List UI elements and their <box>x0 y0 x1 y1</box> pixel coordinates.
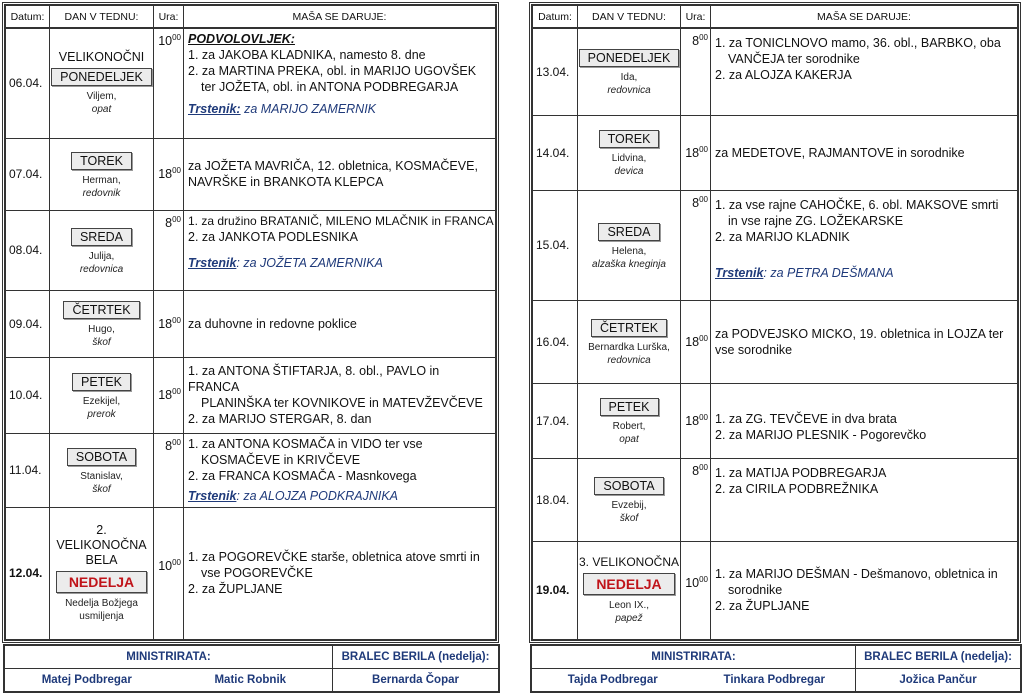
saint-name: Herman, redovnik <box>50 174 153 200</box>
day-cell <box>578 383 681 458</box>
ministrants-label: MINISTRIRATA: <box>5 646 333 669</box>
time-cell: $8^{00}$ <box>681 458 711 541</box>
date-cell: 16.04. <box>533 300 578 383</box>
mass-cell <box>184 290 496 357</box>
mass-cell <box>711 115 1018 190</box>
mass-line: 2. za JANKOTA PODLESNIKA <box>188 229 358 244</box>
mass-line: sorodnike <box>728 583 783 597</box>
mass-line: 1. za TONICLNOVO mamo, 36. obl., BARBKO, oba <box>715 36 1001 50</box>
mass-cell <box>184 28 496 138</box>
trstenik-note: Trstenik: za MARIJO ZAMERNIK <box>188 102 377 116</box>
time-cell: $8^{00}$ <box>681 190 711 300</box>
footer-week-1 <box>3 644 500 693</box>
mass-line: ter JOŽETA, obl. in ANTONA PODBREGARJA <box>201 80 459 94</box>
day-row <box>6 357 496 433</box>
saint-name: Leon IX., papež <box>578 599 680 625</box>
mass-line: 2. za ŽUPLJANE <box>188 582 283 596</box>
mass-line: 2. za MARIJO KLADNIK <box>715 229 850 244</box>
mass-cell <box>184 210 496 290</box>
mass-line: za JOŽETA MAVRIČA, 12. obletnica, KOSMAČEVE, <box>188 159 478 173</box>
saint-title: redovnica <box>607 85 651 97</box>
mass-line: 2. za ALOJZA KAKERJA <box>715 68 852 82</box>
day-name-box: PONEDELJEK <box>51 68 152 86</box>
day-name-box: NEDELJA <box>583 573 674 595</box>
time-cell: $10^{00}$ <box>154 507 184 639</box>
trstenik-note: Trstenik: za PETRA DEŠMANA <box>715 265 894 280</box>
saint-name: Stanislav, škof <box>50 470 153 496</box>
mass-line: za PODVEJSKO MICKO, 19. obletnica in LOJZA ter <box>715 326 1004 341</box>
mass-line: 1. za POGOREVČKE starše, obletnica atove smrti in <box>188 550 480 564</box>
date-cell: 09.04. <box>6 290 50 357</box>
day-row <box>6 28 496 138</box>
date-cell: 13.04. <box>533 28 578 115</box>
saint-name: Ezekijel, prerok <box>50 395 153 421</box>
day-row <box>6 507 496 639</box>
day-cell <box>578 300 681 383</box>
mass-line: 1. za ZG. TEVČEVE in dva brata <box>715 411 897 426</box>
feast-label: VELIKONOČNI <box>58 50 145 65</box>
day-cell <box>50 357 154 433</box>
trstenik-note: Trstenik: za JOŽETA ZAMERNIKA <box>188 255 383 270</box>
mass-cell <box>184 507 496 639</box>
mass-line: za duhovne in redovne poklice <box>188 316 357 331</box>
mass-cell <box>711 383 1018 458</box>
day-cell <box>578 190 681 300</box>
mass-line: vse POGOREVČKE <box>201 566 313 580</box>
mass-line: 2. za MARTINA PREKA, obl. in MARIJO UGOVŠEK <box>188 64 477 78</box>
saint-title: papež <box>615 613 643 624</box>
day-row <box>6 138 496 210</box>
time-cell: $18^{00}$ <box>681 115 711 190</box>
header-time: Ura: <box>154 6 184 29</box>
saint-name: Evzebij, škof <box>578 499 680 525</box>
footer-week-2 <box>530 644 1022 693</box>
header-date: Datum: <box>533 6 578 29</box>
mass-line: 2. za MARIJO PLESNIK - Pogorevčko <box>715 427 927 442</box>
mass-cell <box>711 190 1018 300</box>
day-row <box>533 190 1018 300</box>
header-date: Datum: <box>6 6 50 29</box>
header-mass: MAŠA SE DARUJE: <box>711 6 1018 29</box>
date-cell: 19.04. <box>533 541 578 639</box>
date-cell: 06.04. <box>6 28 50 138</box>
ministrant-name: Matej Podbregar <box>5 669 169 692</box>
date-cell: 14.04. <box>533 115 578 190</box>
day-cell <box>50 210 154 290</box>
mass-line: za MEDETOVE, RAJMANTOVE in sorodnike <box>715 145 965 160</box>
day-row <box>533 300 1018 383</box>
day-name-box: ČETRTEK <box>591 319 667 337</box>
saint-title: alzaška kneginja <box>592 258 666 270</box>
saint-title: opat <box>619 434 639 445</box>
day-cell <box>578 541 681 639</box>
reader-name: Jožica Pančur <box>856 669 1021 692</box>
day-cell <box>50 138 154 210</box>
day-row <box>533 115 1018 190</box>
saint-title: redovnica <box>607 355 651 366</box>
time-cell: $18^{00}$ <box>154 290 184 357</box>
date-cell: 08.04. <box>6 210 50 290</box>
mass-cell <box>711 28 1018 115</box>
mass-line: 2. za CIRILA PODBREŽNIKA <box>715 481 879 496</box>
ministrant-name: Tajda Podbregar <box>532 669 694 692</box>
day-name-box: SREDA <box>71 228 132 246</box>
mass-line: 1. za JAKOBA KLADNIKA, namesto 8. dne <box>188 48 426 62</box>
day-name-box: SOBOTA <box>594 477 663 495</box>
feast-label: BELA <box>85 553 118 567</box>
day-row <box>6 433 496 507</box>
day-cell <box>50 290 154 357</box>
time-cell: $18^{00}$ <box>681 300 711 383</box>
mass-line: 2. za MARIJO STERGAR, 8. dan <box>188 412 372 426</box>
day-cell <box>50 507 154 639</box>
day-name-box: NEDELJA <box>56 571 147 593</box>
date-cell: 11.04. <box>6 433 50 507</box>
header-row <box>533 6 1018 29</box>
mass-line: 2. za FRANCA KOSMAČA - Masnkovega <box>188 468 417 483</box>
time-cell: $10^{00}$ <box>154 28 184 138</box>
day-name-box: PETEK <box>600 398 659 416</box>
time-cell: $18^{00}$ <box>154 357 184 433</box>
date-cell: 07.04. <box>6 138 50 210</box>
saint-name: Hugo, škof <box>50 323 153 349</box>
time-cell: $8^{00}$ <box>154 433 184 507</box>
date-cell: 15.04. <box>533 190 578 300</box>
mass-line: in vse rajne ZG. LOŽEKARSKE <box>728 213 904 228</box>
saint-name: Helena, alzaška kneginja <box>578 245 680 271</box>
mass-cell <box>184 138 496 210</box>
saint-name: Julija, redovnica <box>50 250 153 276</box>
day-row <box>533 458 1018 541</box>
mass-line: 1. za ANTONA ŠTIFTARJA, 8. obl., PAVLO in FRANCA <box>188 364 440 394</box>
ministrants-label: MINISTRIRATA: <box>532 646 856 669</box>
day-cell <box>578 115 681 190</box>
day-row <box>533 541 1018 639</box>
date-cell: 18.04. <box>533 458 578 541</box>
day-name-box: PONEDELJEK <box>579 49 680 67</box>
header-day: DAN V TEDNU: <box>578 6 681 29</box>
reader-label: BRALEC BERILA (nedelja): <box>333 646 499 669</box>
saint-title: škof <box>92 483 111 495</box>
header-mass: MAŠA SE DARUJE: <box>184 6 496 29</box>
day-name-box: TOREK <box>71 152 132 170</box>
saint-title: prerok <box>87 408 116 420</box>
time-cell: $18^{00}$ <box>681 383 711 458</box>
schedule-week-2 <box>529 2 1021 643</box>
day-cell <box>578 28 681 115</box>
day-row <box>533 28 1018 115</box>
location-label: PODVOLOVLJEK: <box>188 32 295 46</box>
mass-cell <box>711 300 1018 383</box>
feast-label: 2. VELIKONOČNA <box>56 523 147 552</box>
saint-title: opat <box>91 104 112 116</box>
mass-line: vse sorodnike <box>715 342 793 357</box>
day-row <box>533 383 1018 458</box>
saint-title: redovnica <box>79 263 124 275</box>
header-day: DAN V TEDNU: <box>50 6 154 29</box>
saint-name: Bernardka Lurška, redovnica <box>578 341 680 367</box>
time-cell: $8^{00}$ <box>154 210 184 290</box>
day-name-box: ČETRTEK <box>63 301 139 319</box>
mass-line: 1. za MATIJA PODBREGARJA <box>715 465 887 480</box>
trstenik-note: Trstenik: za ALOJZA PODKRAJNIKA <box>188 488 399 503</box>
mass-line: 2. za ŽUPLJANE <box>715 599 810 613</box>
day-cell <box>50 433 154 507</box>
ministrant-name: Matic Robnik <box>169 669 333 692</box>
time-cell: $8^{00}$ <box>681 28 711 115</box>
feast-label: 3. VELIKONOČNA <box>578 555 680 569</box>
day-name-box: TOREK <box>599 130 660 148</box>
mass-line: 1. za vse rajne CAHOČKE, 6. obl. MAKSOVE smrti <box>715 197 999 212</box>
reader-label: BRALEC BERILA (nedelja): <box>856 646 1021 669</box>
time-cell: $10^{00}$ <box>681 541 711 639</box>
time-cell: $18^{00}$ <box>154 138 184 210</box>
header-time: Ura: <box>681 6 711 29</box>
schedule-week-1 <box>2 2 499 643</box>
reader-name: Bernarda Čopar <box>333 669 499 692</box>
mass-cell <box>711 541 1018 639</box>
mass-line: 1. za ANTONA KOSMAČA in VIDO ter vse <box>188 436 423 451</box>
saint-title: redovnik <box>82 187 121 199</box>
day-name-box: SOBOTA <box>67 448 136 466</box>
day-name-box: PETEK <box>72 373 131 391</box>
day-cell <box>578 458 681 541</box>
date-cell: 17.04. <box>533 383 578 458</box>
saint-title: devica <box>614 166 644 177</box>
day-cell <box>50 28 154 138</box>
mass-cell <box>711 458 1018 541</box>
saint-name: Viljem, opat <box>50 90 153 116</box>
saint-name: Lidvina, devica <box>578 152 680 178</box>
mass-line: 1. za MARIJO DEŠMAN - Dešmanovo, obletnica in <box>715 567 998 581</box>
header-row <box>6 6 496 29</box>
mass-cell <box>184 433 496 507</box>
saint-name: Nedelja Božjega usmiljenja <box>65 598 138 622</box>
mass-line: VANČEJA ter sorodnike <box>728 52 860 66</box>
mass-cell <box>184 357 496 433</box>
saint-title: škof <box>619 513 639 524</box>
mass-line: 1. za družino BRATANIČ, MILENO MLAČNIK in FRANCA <box>188 213 494 228</box>
mass-line: NAVRŠKE in BRANKOTA KLEPCA <box>188 175 384 189</box>
mass-line: PLANINŠKA ter KOVNIKOVE in MATEVŽEVČEVE <box>201 396 483 410</box>
date-cell: 12.04. <box>6 507 50 639</box>
saint-title: škof <box>92 337 111 348</box>
saint-name: Robert, opat <box>578 420 680 446</box>
day-name-box: SREDA <box>598 223 659 241</box>
day-row <box>6 210 496 290</box>
ministrant-name: Tinkara Podbregar <box>694 669 856 692</box>
saint-name: Ida, redovnica <box>578 71 680 97</box>
day-row <box>6 290 496 357</box>
mass-line: KOSMAČEVE in KRIVČEVE <box>201 452 361 467</box>
date-cell: 10.04. <box>6 357 50 433</box>
